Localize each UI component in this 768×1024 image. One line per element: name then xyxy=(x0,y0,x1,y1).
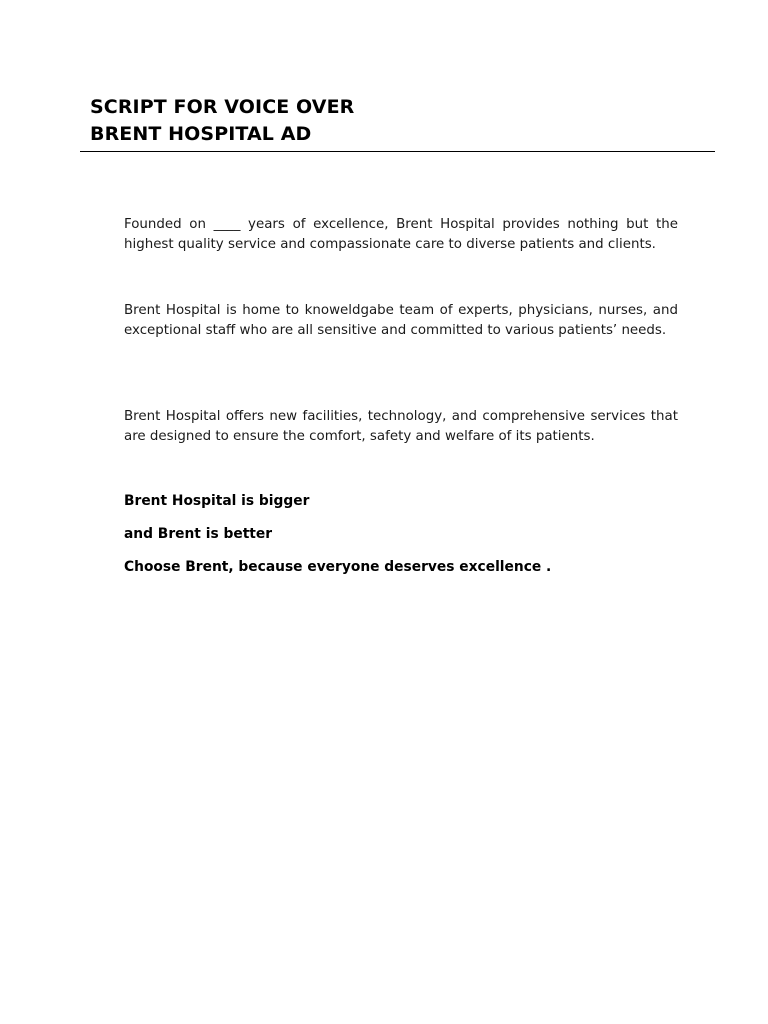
paragraph-facilities: Brent Hospital offers new facilities, technology, and comprehensive services that are designed to ensure the comfort, safety and welfare of its patients. xyxy=(124,409,678,444)
document-title xyxy=(90,94,690,148)
slogan-line-2: and Brent is better xyxy=(124,526,273,542)
title-line-1: SCRIPT FOR VOICE OVER xyxy=(90,96,355,118)
title-divider xyxy=(80,151,715,152)
paragraph-team: Brent Hospital is home to knoweldgabe team of experts, physicians, nurses, and exceptional staff who are all sensitive and committed to various patients’ needs. xyxy=(124,303,678,338)
slogan-line-1: Brent Hospital is bigger xyxy=(124,493,310,509)
title-line-2: BRENT HOSPITAL AD xyxy=(90,123,312,145)
slogan-line-3: Choose Brent, because everyone deserves excellence . xyxy=(124,559,552,575)
paragraph-founded: Founded on ____ years of excellence, Brent Hospital provides nothing but the highest quality service and compassionate care to diverse patients and clients. xyxy=(124,217,678,252)
